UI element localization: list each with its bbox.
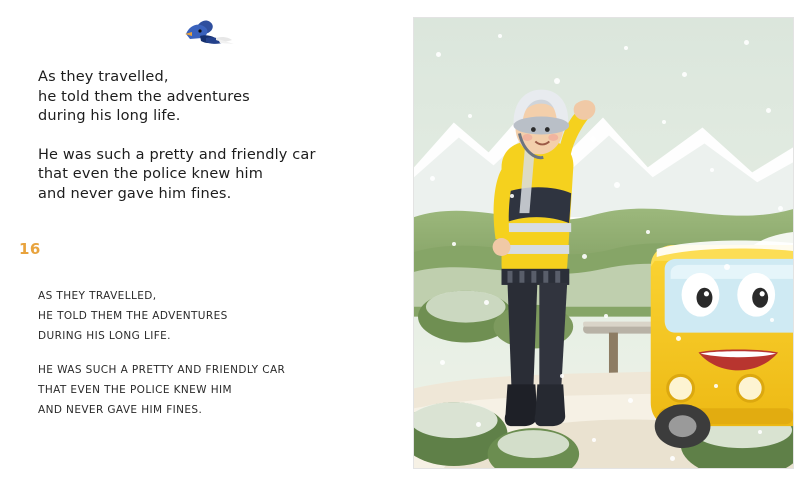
flying-bird-icon: [176, 14, 242, 54]
story-line: he told them the adventures: [38, 88, 250, 105]
illustration-panel: [413, 17, 794, 469]
story-line: and never gave him fines.: [38, 185, 232, 202]
text-column: [0, 0, 400, 495]
paragraph-gap: [38, 346, 368, 360]
story-line: during his long life.: [38, 108, 181, 124]
caps-line: HE TOLD THEM THE ADVENTURES: [38, 310, 228, 322]
page-number: 16: [19, 240, 41, 258]
caps-line: AS THEY TRAVELLED,: [38, 290, 157, 302]
uppercase-text-block: [38, 286, 368, 420]
caps-line: THAT EVEN THE POLICE KNEW HIM: [38, 384, 232, 396]
illustration-artwork: [414, 18, 793, 468]
caps-line: HE WAS SUCH A PRETTY AND FRIENDLY CAR: [38, 364, 286, 376]
story-line: As they travelled,: [38, 69, 169, 85]
caps-line: DURING HIS LONG LIFE.: [38, 330, 171, 342]
yellow-bus: [651, 241, 793, 449]
story-line: that even the police knew him: [38, 166, 263, 182]
paragraph-gap: [38, 127, 358, 146]
story-text-block: [38, 68, 358, 204]
caps-line: AND NEVER GAVE HIM FINES.: [38, 404, 203, 416]
story-line: He was such a pretty and friendly car: [38, 146, 316, 163]
